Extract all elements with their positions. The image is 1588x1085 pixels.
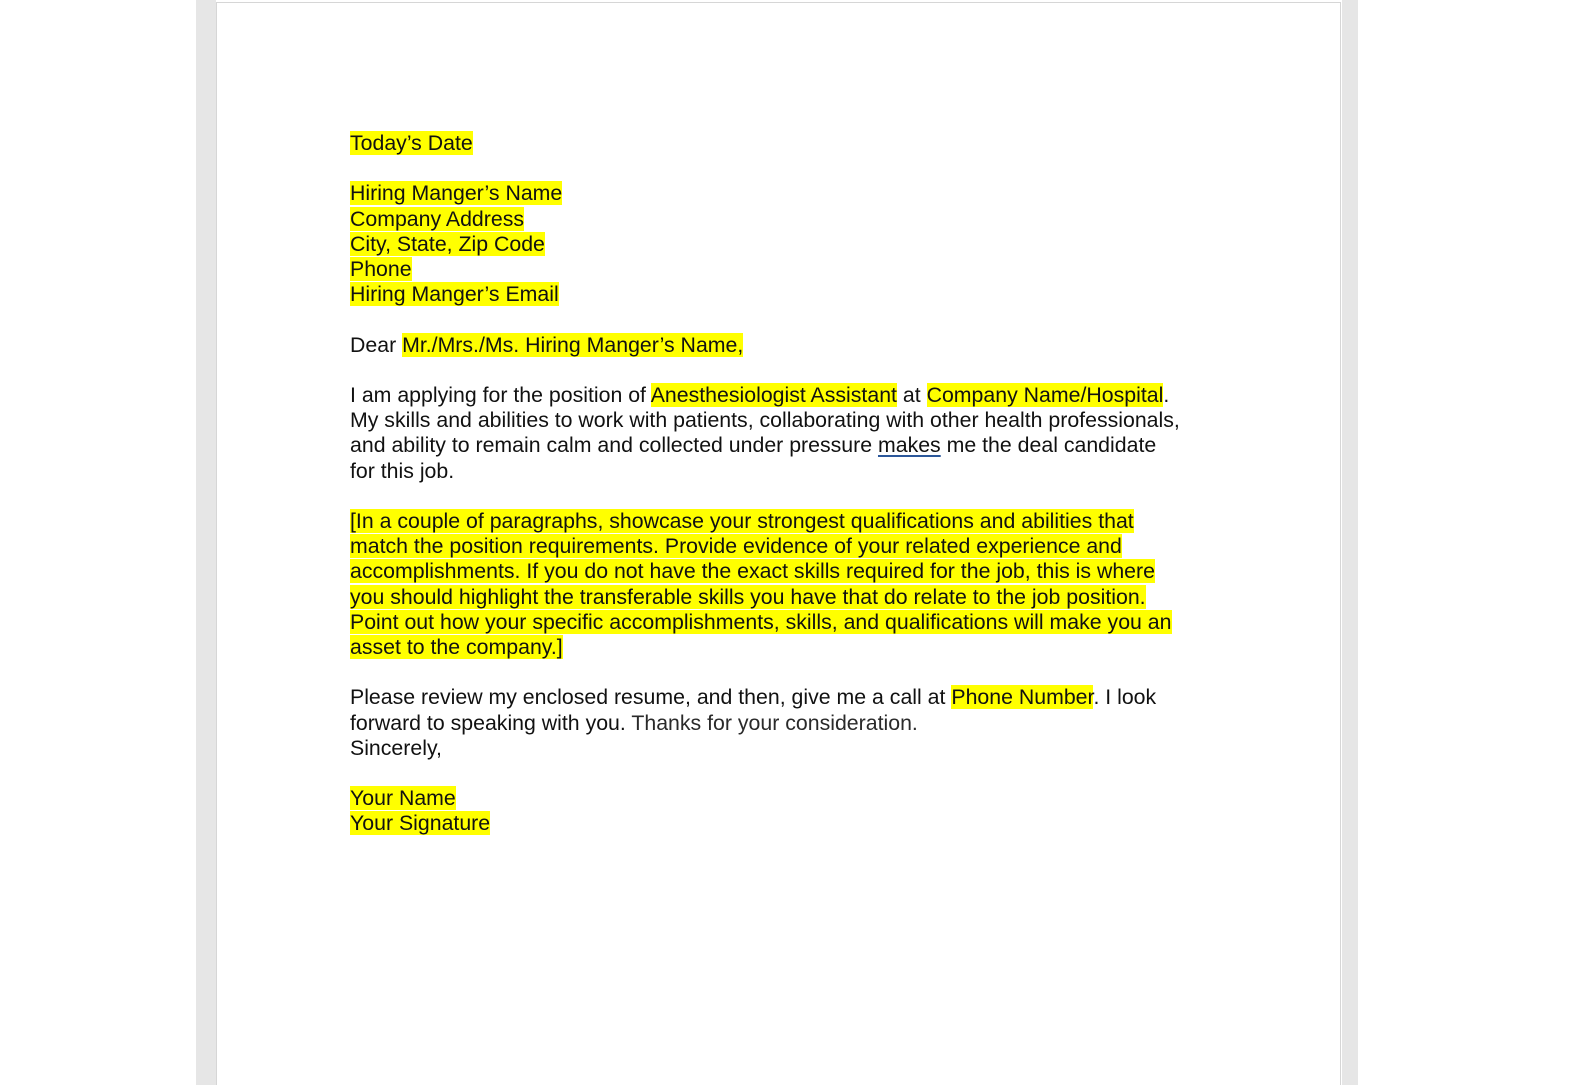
intro-text: I am applying for the position of — [350, 382, 651, 407]
grammar-flagged-word[interactable]: makes — [877, 433, 941, 458]
recipient-block — [350, 181, 1220, 307]
intro-text: . — [1163, 382, 1170, 407]
closing-text: forward to speaking with you. — [350, 710, 632, 735]
intro-line: My skills and abilities to work with patients, collaborating with other health professionals, — [350, 408, 1180, 433]
salutation — [350, 333, 1220, 358]
date-placeholder[interactable]: Today’s Date — [350, 131, 473, 155]
intro-line: for this job. — [350, 458, 455, 483]
company-placeholder[interactable]: Company Name/Hospital — [926, 382, 1164, 407]
closing-text: Please review my enclosed resume, and then, give me a call at — [350, 685, 952, 710]
signature-block — [350, 786, 1220, 836]
page-gutter-left — [196, 0, 216, 1085]
intro-text: at — [896, 382, 927, 407]
closing-text: . I look — [1093, 685, 1157, 710]
body-placeholder-line[interactable]: you should highlight the transferable skills you have that do relate to the job position. — [350, 584, 1146, 609]
signoff: Sincerely, — [350, 735, 442, 760]
recipient-city-state-zip[interactable]: City, State, Zip Code — [350, 231, 545, 256]
phone-number-placeholder[interactable]: Phone Number — [951, 685, 1094, 710]
body-placeholder-line[interactable]: asset to the company.] — [350, 635, 563, 659]
salutation-name[interactable]: Mr./Mrs./Ms. Hiring Manger’s Name, — [402, 332, 744, 357]
recipient-address[interactable]: Company Address — [350, 206, 525, 231]
your-signature-placeholder[interactable]: Your Signature — [350, 811, 491, 836]
body-placeholder-line[interactable]: match the position requirements. Provide evidence of your related experience and — [350, 534, 1122, 559]
intro-text: and ability to remain calm and collected under pressure — [350, 433, 878, 458]
body-placeholder-line[interactable]: [In a couple of paragraphs, showcase your strongest qualifications and abilities that — [350, 508, 1134, 533]
position-placeholder[interactable]: Anesthesiologist Assistant — [650, 382, 897, 407]
body-placeholder-line[interactable]: Point out how your specific accomplishments, skills, and qualifications will make you an — [350, 609, 1172, 634]
intro-text: me the deal candidate — [940, 433, 1157, 458]
letter-body[interactable] — [350, 131, 1220, 862]
body-placeholder-line[interactable]: accomplishments. If you do not have the exact skills required for the job, this is where — [350, 559, 1155, 584]
closing-thanks: Thanks for your consideration. — [631, 710, 918, 735]
page-gutter-right — [1342, 0, 1358, 1085]
date-paragraph — [350, 131, 1220, 156]
recipient-email[interactable]: Hiring Manger’s Email — [350, 282, 559, 307]
closing-paragraph — [350, 685, 1220, 761]
salutation-prefix: Dear — [350, 332, 403, 357]
your-name-placeholder[interactable]: Your Name — [350, 786, 456, 811]
intro-paragraph — [350, 383, 1220, 484]
recipient-name[interactable]: Hiring Manger’s Name — [350, 181, 563, 206]
recipient-phone[interactable]: Phone — [350, 257, 412, 281]
body-placeholder-paragraph — [350, 509, 1220, 660]
